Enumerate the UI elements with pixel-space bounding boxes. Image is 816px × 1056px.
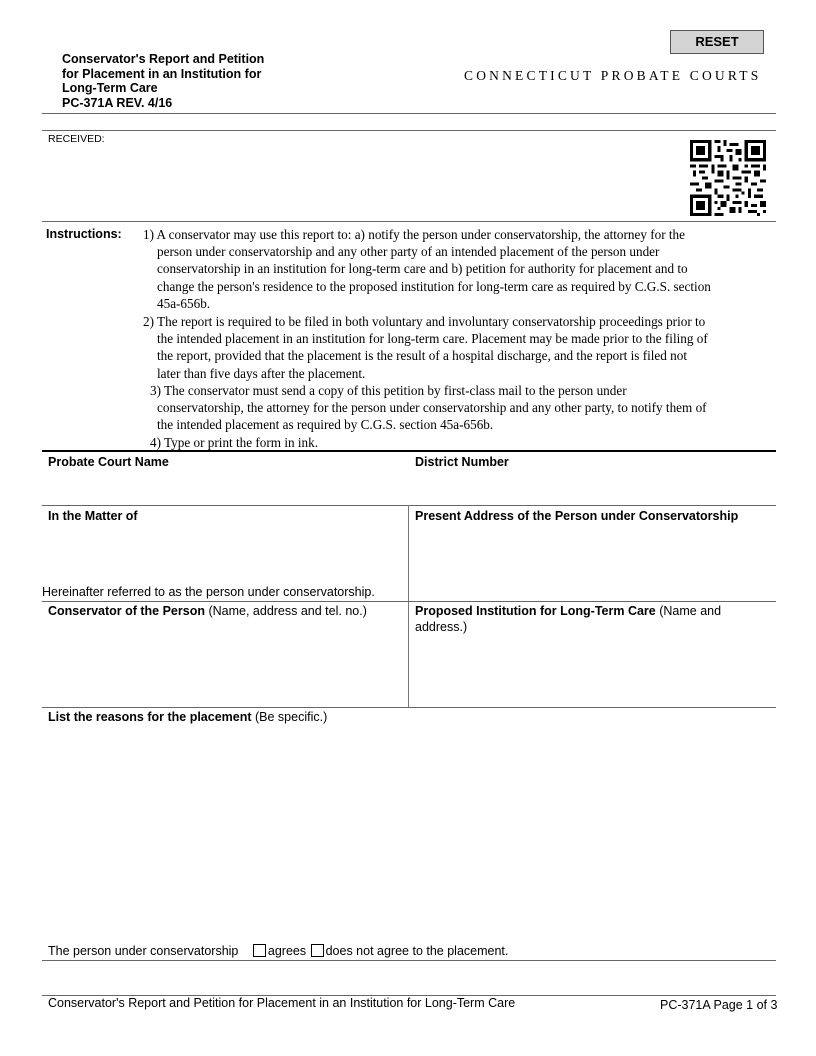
form-title-line: Long-Term Care: [62, 81, 158, 95]
instruction-line: the report, provided that the placement is the result of a hospital discharge, and the report is filed not: [157, 348, 688, 363]
instruction-line: 45a-656b.: [157, 296, 211, 311]
page-info: PC-371A Page 1 of 3: [660, 998, 778, 1012]
instruction-line: change the person's residence to the proposed institution for long-term care as required by C.G.S. section: [157, 279, 711, 294]
footer-title: Conservator's Report and Petition for Placement in an Institution for Long-Term Care: [48, 996, 516, 1010]
instruction-line: 4) Type or print the form in ink.: [150, 435, 319, 450]
instructions-label: Instructions:: [46, 227, 122, 241]
proposed-institution-label-bold: Proposed Institution for Long-Term Care: [415, 604, 656, 618]
court-name: CONNECTICUT PROBATE COURTS: [464, 68, 762, 83]
agreement-row: [48, 944, 508, 958]
instruction-line: 1) A conservator may use this report to: a) notify the person under conservatorship, the attorney for the: [143, 227, 685, 242]
proposed-institution-label: [415, 604, 721, 618]
instruction-line: later than five days after the placement.: [157, 366, 366, 381]
instruction-line: the intended placement in an institution for long-term care. Placement may be made prior to the filing of: [157, 331, 708, 346]
conservator-label-hint: (Name, address and tel. no.): [204, 604, 367, 618]
conservator-label: [48, 604, 367, 618]
divider: [42, 960, 776, 961]
divider: [42, 601, 776, 602]
qr-code: [690, 140, 766, 216]
reasons-label-bold: List the reasons for the placement: [48, 710, 252, 724]
form-title-line: Conservator's Report and Petition: [62, 52, 265, 66]
agrees-checkbox[interactable]: [253, 944, 266, 957]
proposed-institution-label-hint: (Name and: [655, 604, 722, 618]
proposed-institution-label-hint-cont: address.): [415, 620, 468, 634]
instruction-line: conservatorship in an institution for long-term care and b) petition for authority for placement and to: [157, 261, 688, 276]
form-number: PC-371A REV. 4/16: [62, 95, 173, 110]
agreement-prefix: The person under conservatorship: [48, 944, 239, 958]
instruction-line: conservatorship, the attorney for the person under conservatorship and any other party, to notify them of: [157, 400, 707, 415]
received-label: RECEIVED:: [48, 133, 105, 145]
probate-court-name-label: Probate Court Name: [48, 455, 169, 469]
reasons-label: [48, 710, 327, 724]
present-address-label: Present Address of the Person under Conservatorship: [415, 509, 739, 523]
instruction-line: the intended placement as required by C.G.S. section 45a-656b.: [157, 417, 494, 432]
divider: [42, 505, 776, 506]
hereinafter-note: Hereinafter referred to as the person under conservatorship.: [42, 585, 375, 599]
section-divider: [42, 450, 776, 452]
instruction-line: 3) The conservator must send a copy of this petition by first-class mail to the person under: [150, 383, 627, 398]
divider: [42, 221, 776, 222]
reset-button[interactable]: RESET: [670, 30, 764, 54]
in-the-matter-of-label: In the Matter of: [48, 509, 138, 523]
reasons-label-hint: (Be specific.): [251, 710, 328, 724]
divider: [42, 707, 776, 708]
form-title-line: for Placement in an Institution for: [62, 66, 262, 81]
conservator-label-bold: Conservator of the Person: [48, 604, 205, 618]
district-number-label: District Number: [415, 455, 509, 469]
instruction-line: 2) The report is required to be filed in both voluntary and involuntary conservatorship proceedings prior to: [143, 314, 706, 329]
divider: [42, 130, 776, 131]
does-not-agree-label: does not agree to the placement.: [325, 944, 509, 958]
agrees-label: agrees: [267, 944, 307, 958]
instruction-line: person under conservatorship and any other party of an intended placement of the person under: [157, 244, 660, 259]
column-divider: [408, 505, 409, 707]
does-not-agree-checkbox[interactable]: [311, 944, 324, 957]
divider: [42, 113, 776, 114]
form-title: [62, 52, 302, 110]
